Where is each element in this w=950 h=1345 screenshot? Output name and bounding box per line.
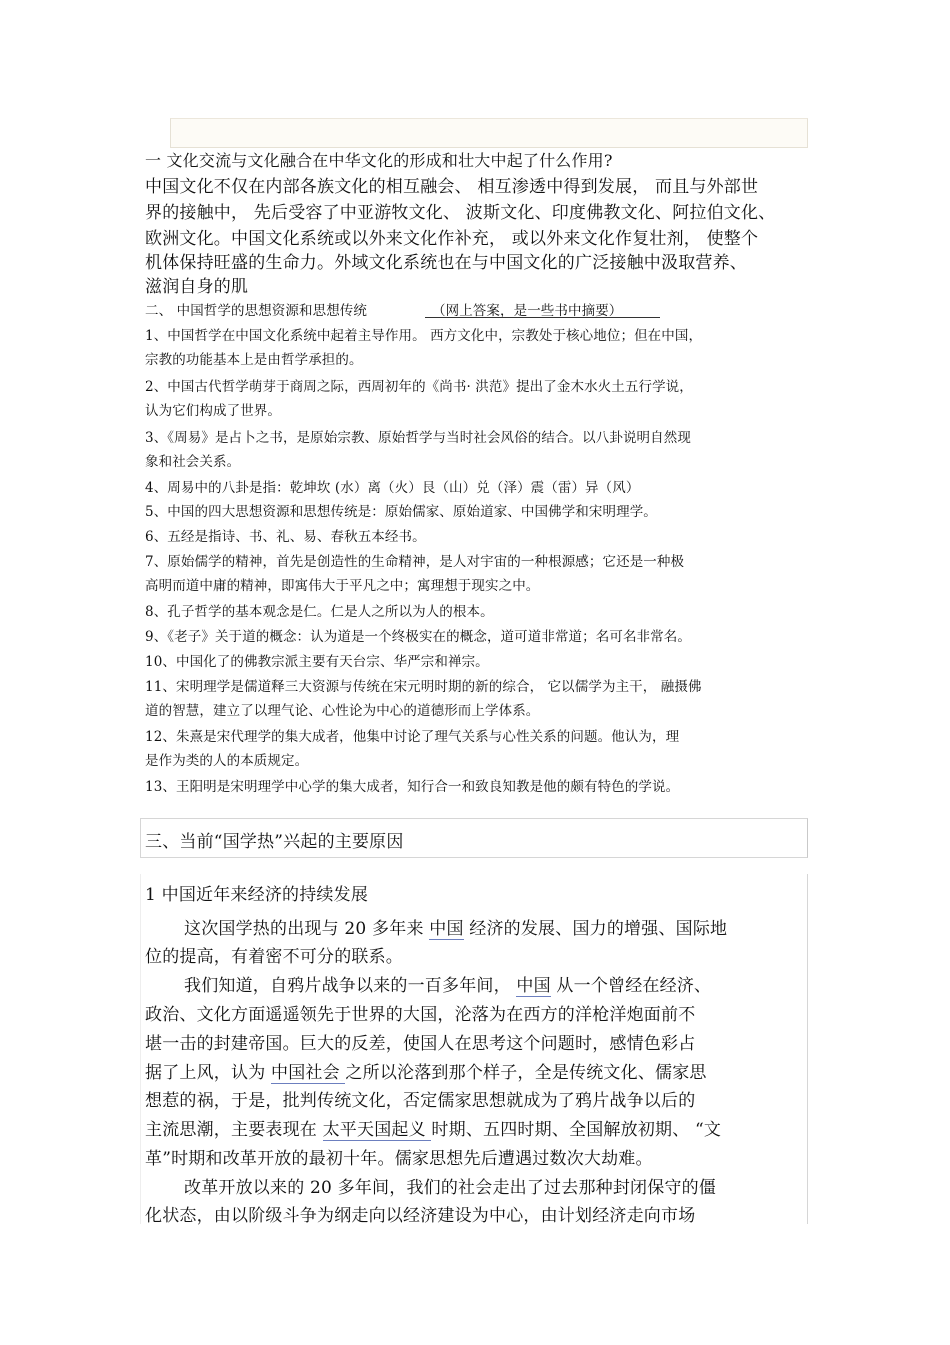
- section2-note: （网上答案，是一些书中摘要）: [432, 303, 623, 319]
- paragraph-line: 想惹的祸，于是，批判传统文化，否定儒家思想就成为了鸦片战争以后的: [145, 1091, 696, 1111]
- list-item: 道的智慧，建立了以理气论、心性论为中心的道德形而上学体系。: [145, 703, 540, 719]
- list-item: 12、朱熹是宋代理学的集大成者，他集中讨论了理气关系与心性关系的问题。他认为，理: [145, 729, 680, 745]
- link-china[interactable]: 中国: [516, 976, 551, 996]
- list-item: 7、原始儒学的精神，首先是创造性的生命精神，是人对宇宙的一种根源感；它还是一种极: [145, 554, 685, 570]
- paragraph-line: 改革开放以来的 20 多年间，我们的社会走出了过去那种封闭保守的僵: [184, 1178, 717, 1198]
- list-item: 2、中国古代哲学萌芽于商周之际，西周初年的《尚书· 洪范》提出了金木水火土五行学说，: [145, 379, 693, 395]
- paragraph-line: 我们知道，自鸦片战争以来的一百多年间， 中国 从一个曾经在经济、: [184, 976, 712, 996]
- list-item: 1、中国哲学在中国文化系统中起着主导作用。 西方文化中，宗教处于核心地位；但在中国，: [145, 328, 703, 344]
- note-underline: [425, 317, 660, 318]
- section2-title: 二、 中国哲学的思想资源和思想传统: [145, 303, 367, 319]
- paragraph-line: 位的提高，有着密不可分的联系。: [145, 947, 403, 967]
- list-item: 9、《老子》关于道的概念：认为道是一个终极实在的概念，道可道非常道；名可名非常名。: [145, 629, 691, 645]
- list-item: 宗教的功能基本上是由哲学承担的。: [145, 352, 363, 368]
- link-china[interactable]: 中国: [429, 919, 464, 939]
- section3-subtitle: 1 中国近年来经济的持续发展: [145, 885, 369, 905]
- paragraph-line: 革”时期和改革开放的最初十年。儒家思想先后遭遇过数次大劫难。: [145, 1149, 653, 1169]
- list-item: 认为它们构成了世界。: [145, 403, 281, 419]
- list-item: 10、中国化了的佛教宗派主要有天台宗、华严宗和禅宗。: [145, 654, 489, 670]
- paragraph-line: 这次国学热的出现与 20 多年来 中国 经济的发展、国力的增强、国际地: [184, 919, 728, 939]
- link-taiping-rebellion[interactable]: 太平天国起义: [322, 1120, 432, 1140]
- list-item: 是作为类的人的本质规定。: [145, 753, 309, 769]
- link-chinese-society[interactable]: 中国社会: [271, 1063, 346, 1083]
- section1-title: 一 文化交流与文化融合在中华文化的形成和壮大中起了什么作用?: [145, 151, 613, 170]
- section1-line: 欧洲文化。中国文化系统或以外来文化作补充， 或以外来文化作复壮剂， 使整个: [145, 229, 759, 249]
- list-item: 高明而道中庸的精神，即寓伟大于平凡之中；寓理想于现实之中。: [145, 578, 540, 594]
- list-item: 6、五经是指诗、书、礼、易、春秋五本经书。: [145, 529, 426, 545]
- header-bar: [170, 118, 808, 148]
- list-item: 象和社会关系。: [145, 454, 241, 470]
- paragraph-line: 政治、文化方面遥遥领先于世界的大国，沦落为在西方的洋枪洋炮面前不: [145, 1005, 696, 1025]
- list-item: 3、《周易》是占卜之书，是原始宗教、原始哲学与当时社会风俗的结合。以八卦说明自然现: [145, 430, 691, 446]
- list-item: 8、孔子哲学的基本观念是仁。仁是人之所以为人的根本。: [145, 604, 494, 620]
- paragraph-line: 主流思潮，主要表现在 太平天国起义 时期、五四时期、全国解放初期、 “文: [145, 1120, 722, 1140]
- paragraph-line: 化状态，由以阶级斗争为纲走向以经济建设为中心，由计划经济走向市场: [145, 1206, 696, 1226]
- section3-title: 三、当前“国学热”兴起的主要原因: [145, 832, 404, 852]
- section1-line: 中国文化不仅在内部各族文化的相互融会、 相互渗透中得到发展， 而且与外部世: [145, 177, 759, 197]
- section1-line: 滋润自身的肌: [145, 277, 249, 297]
- list-item: 11、宋明理学是儒道释三大资源与传统在宋元明时期的新的综合， 它以儒学为主干， 融摄佛: [145, 679, 702, 695]
- section1-line: 机体保持旺盛的生命力。外域文化系统也在与中国文化的广泛接触中汲取营养、: [145, 253, 747, 273]
- list-item: 5、中国的四大思想资源和思想传统是：原始儒家、原始道家、中国佛学和宋明理学。: [145, 504, 657, 520]
- list-item: 4、周易中的八卦是指：乾坤坎 (水）离（火）艮（山）兑（泽）震（雷）异（风）: [145, 480, 640, 496]
- paragraph-line: 堪一击的封建帝国。巨大的反差，使国人在思考这个问题时，感情色彩占: [145, 1034, 696, 1054]
- paragraph-line: 据了上风，认为 中国社会 之所以沦落到那个样子，全是传统文化、儒家思: [145, 1063, 707, 1083]
- list-item: 13、王阳明是宋明理学中心学的集大成者，知行合一和致良知教是他的颇有特色的学说。: [145, 779, 680, 795]
- section1-line: 界的接触中， 先后受容了中亚游牧文化、 波斯文化、印度佛教文化、阿拉伯文化、: [145, 203, 776, 223]
